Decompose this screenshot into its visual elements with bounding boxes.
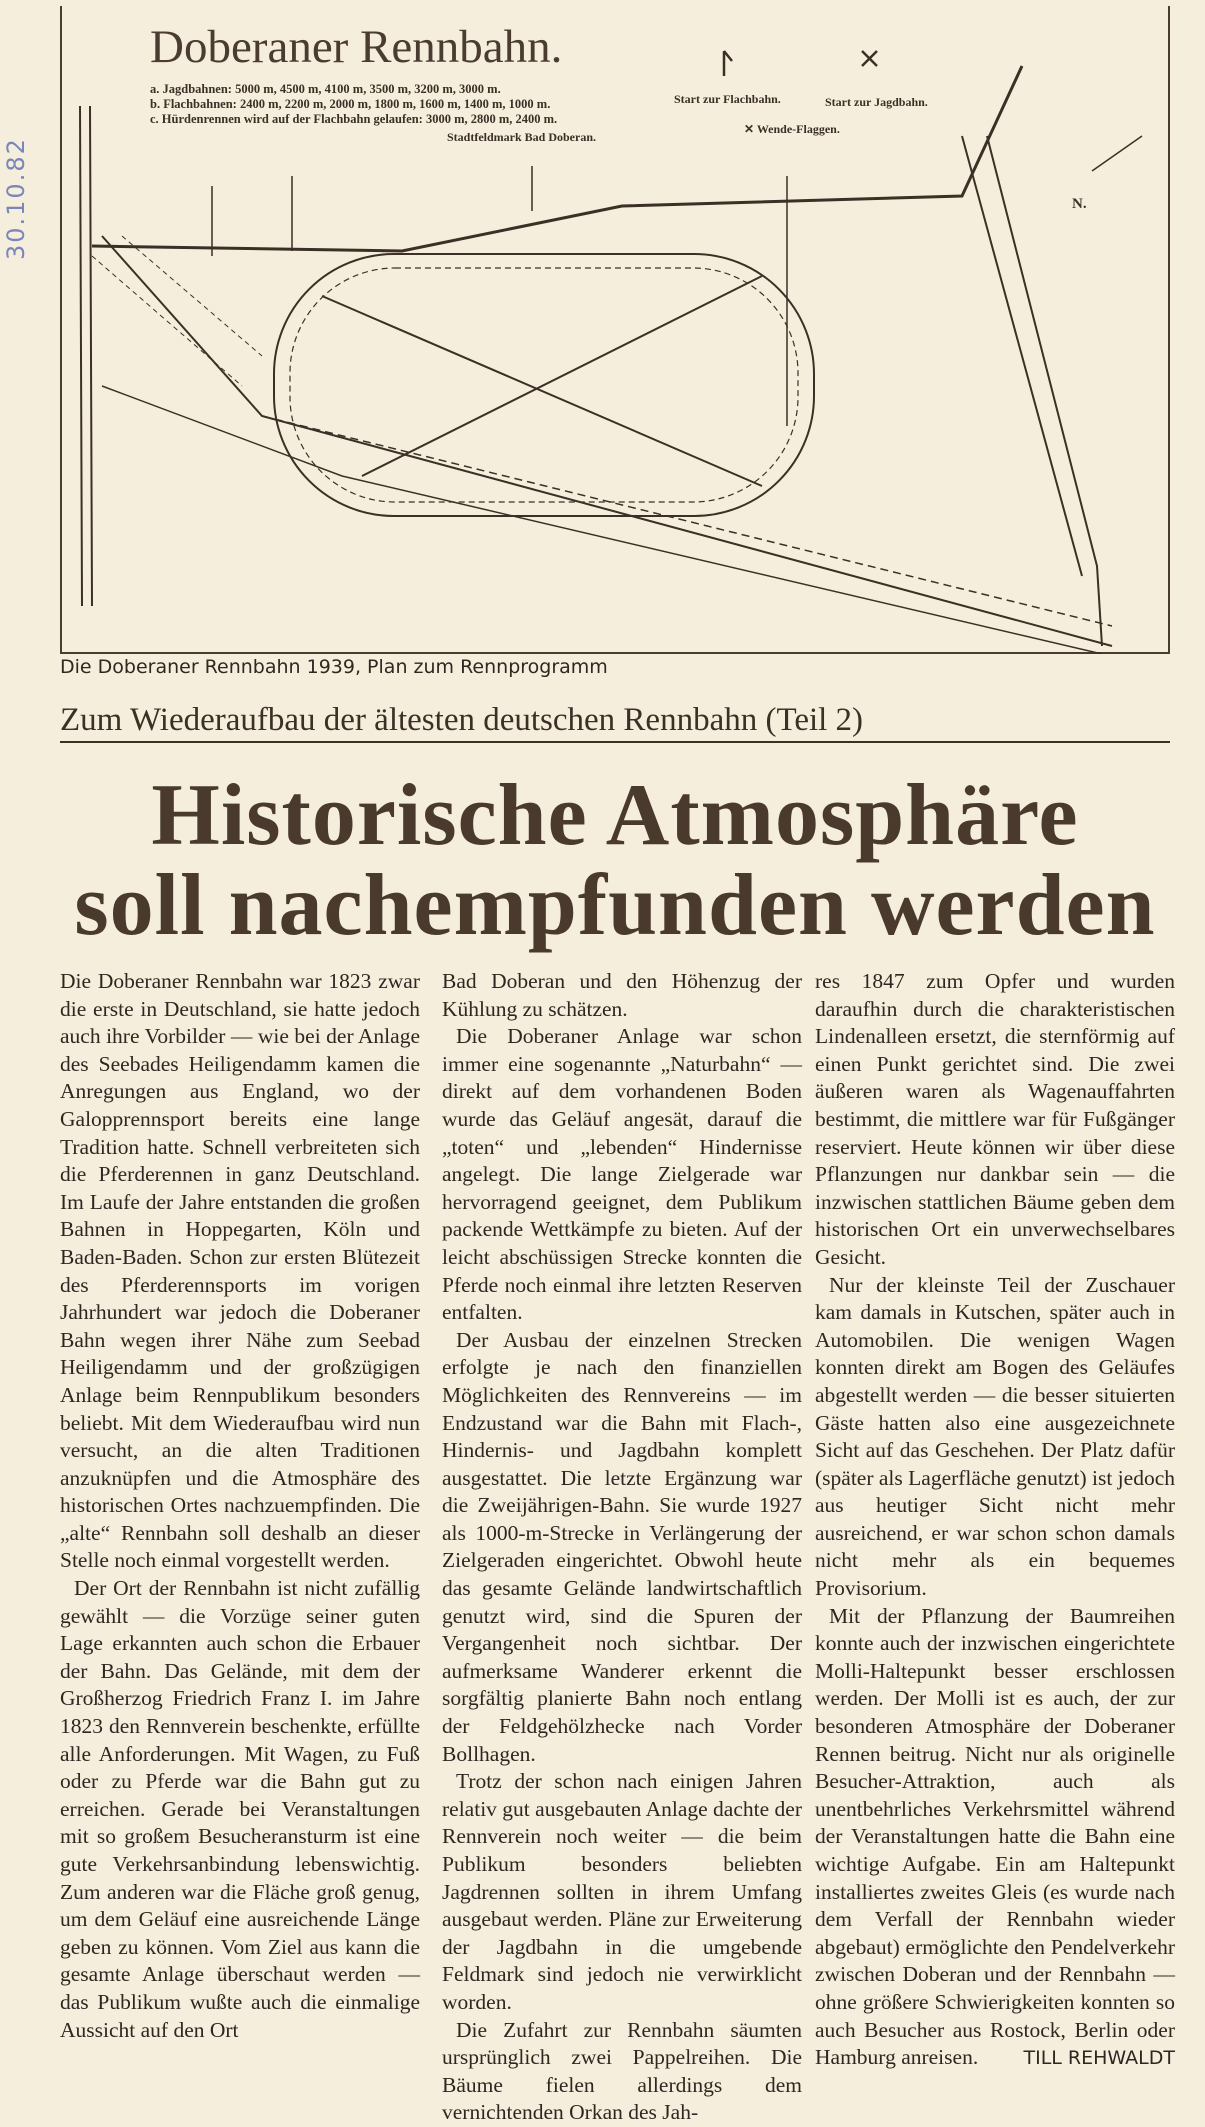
- paragraph: Bad Doberan und den Höhenzug der Kühlung zu schätzen.: [442, 969, 802, 1021]
- paragraph: Nur der kleinste Teil der Zuschauer kam damals in Kutschen, später auch in Automobilen. Die wenigen Wagen konnten direkt am Bogen des Geläufes abgestellt werden — die besser situierten Gäste hatten also eine ausgezeichnete Sicht auf das Geschehen. Der Platz dafür (später als Lagerfläche genutzt) ist jedoch aus heutiger Sicht nicht mehr ausreichend, er war schon schon damals nicht mehr als ein bequemes Provisorium.: [815, 1272, 1175, 1601]
- start-hunt-label: Start zur Jagdbahn.: [825, 95, 928, 109]
- paragraph: Die Zufahrt zur Rennbahn säumten ursprünglich zwei Pappelreihen. Die Bäume fielen allerdings dem vernichtenden Orkan des Jah-: [442, 2017, 802, 2125]
- legend-hurdle-races: c. Hürdenrennen wird auf der Flachbahn gelaufen: 3000 m, 2800 m, 2400 m.: [150, 112, 558, 126]
- start-flat-label: Start zur Flachbahn.: [674, 92, 781, 106]
- paragraph: Die Doberaner Anlage war schon immer eine sogenannte „Naturbahn“ — direkt auf dem vorhandenen Boden wurde das Geläuf angesät, darauf die „toten“ und „lebenden“ Hindernisse angelegt. Die lange Zielgerade war hervorragend geeignet, dem Publikum packende Wettkämpfe zu bieten. Auf der leicht abschüssigen Strecke konnten die Pferde noch einmal ihre letzten Reserven entfalten.: [442, 1024, 802, 1325]
- map-title: Doberaner Rennbahn.: [150, 21, 563, 73]
- cross-icon: ✕: [744, 122, 757, 136]
- paragraph: Der Ort der Rennbahn ist nicht zufällig gewählt — die Vorzüge seiner guten Lage erkannten auch schon die Erbauer der Bahn. Das Gelände, mit dem der Großherzog Friedrich Franz I. im Jahre 1823 den Rennverein beschenkte, erfüllte alle Anforderungen. Mit Wagen, zu Fuß oder zu Pferde war die Bahn gut zu erreichen. Gerade bei Veranstaltungen mit so großem Besucheransturm ist eine gute Verkehrsanbindung lebenswichtig. Zum anderen war die Fläche groß genug, um dem Geläuf eine ausreichende Länge geben zu können. Vom Ziel aus kann die gesamte Anlage überschaut werden — das Publikum wußte auch die einmalige Aussicht auf den Ort: [60, 1576, 420, 2042]
- paragraph: Der Ausbau der einzelnen Strecken erfolgte je nach den finanziellen Möglichkeiten des Rennvereins — im Endzustand war die Bahn mit Flach-, Hindernis- und Jagdbahn komplett ausgestattet. Die letzte Ergänzung war die Zweijährigen-Bahn. Sie wurde 1927 als 1000-m-Strecke in Verlängerung der Zielgeraden eingerichtet. Obwohl heute das gesamte Gelände landwirtschaftlich genutzt wird, sind die Spuren der Vergangenheit noch sichtbar. Der aufmerksame Wanderer erkennt die sorgfältig planierte Bahn noch entlang der Feldgehölzhecke nach Vorder Bollhagen.: [442, 1327, 802, 1766]
- handwritten-date: 30.10.82: [2, 137, 30, 260]
- area-label: Stadtfeldmark Bad Doberan.: [447, 130, 597, 144]
- article-column-3: [815, 968, 1175, 2072]
- racetrack-map: [60, 6, 1170, 654]
- turn-flags-label: Wende-Flaggen.: [756, 122, 840, 136]
- legend-flat-tracks: b. Flachbahnen: 2400 m, 2200 m, 2000 m, 1800 m, 1600 m, 1400 m, 1000 m.: [150, 97, 551, 111]
- article-subtitle: [60, 702, 1170, 743]
- north-label: N.: [1072, 196, 1087, 212]
- legend-hunt-tracks: a. Jagdbahnen: 5000 m, 4500 m, 4100 m, 3500 m, 3200 m, 3000 m.: [150, 82, 501, 96]
- map-caption: Die Doberaner Rennbahn 1939, Plan zum Rennprogramm: [60, 656, 608, 678]
- headline-line-1: Historische Atmosphäre: [151, 767, 1079, 864]
- paragraph: Trotz der schon nach einigen Jahren relativ gut ausgebauten Anlage dachte der Rennverein noch weiter — die beim Publikum besonders beliebten Jagdrennen sollten in ihrem Umfang ausgebaut werden. Pläne zur Erweiterung der Jagdbahn in die umgebende Feldmark sind jedoch nie verwirklicht worden.: [442, 1769, 802, 2014]
- headline-line-2: soll nachempfunden werden: [74, 857, 1156, 954]
- paragraph: Mit der Pflanzung der Baumreihen konnte auch der inzwischen eingerichtete Molli-Haltepunkt besser erschlossen werden. Der Molli ist es auch, der zur besonderen Atmosphäre der Doberaner Rennen beitrug. Nicht nur als originelle Besucher-Attraktion, auch als unentbehrliches Verkehrsmittel während der Veranstaltungen hatte die Bahn eine wichtige Aufgabe. Ein am Haltepunkt installiertes zweites Gleis (es wurde nach dem Verfall der Rennbahn wieder abgebaut) ermöglichte den Pendelverkehr zwischen Doberan und der Rennbahn — ohne größere Schwierigkeiten konnten so auch Besucher aus Rostock, Berlin oder Hamburg anreisen.: [815, 1603, 1175, 2070]
- turn-flags-legend: [744, 122, 840, 137]
- map-legend: [150, 82, 557, 127]
- article-column-1: [60, 968, 420, 2044]
- author-byline: TILL REHWALDT: [1023, 2046, 1175, 2069]
- paragraph: res 1847 zum Opfer und wurden daraufhin durch die charakteristischen Lindenalleen ersetzt, die sternförmig auf einen Punkt gerichtet sind. Die zwei äußeren waren als Wagenauffahrten bestimmt, die mittlere war für Fußgänger reserviert. Heute können wir über diese Pflanzungen nur dankbar sein — die inzwischen stattlichen Bäume geben dem historischen Ort ein unverwechselbares Gesicht.: [815, 969, 1175, 1269]
- subtitle-text: Zum Wiederaufbau der ältesten deutschen Rennbahn (Teil 2): [60, 702, 864, 738]
- paragraph: Die Doberaner Rennbahn war 1823 zwar die erste in Deutschland, sie hatte jedoch auch ihre Vorbilder — wie bei der Anlage des Seebades Heiligendamm kamen die Anregungen aus England, wo der Galopprennsport bereits eine lange Tradition hatte. Schnell verbreiteten sich die Pferderennen in ganz Deutschland. Im Laufe der Jahre entstanden die großen Bahnen in Hoppegarten, Köln und Baden-Baden. Schon zur ersten Blütezeit des Pferderennsports im vorigen Jahrhundert war jedoch die Doberaner Bahn wegen ihrer Nähe zum Seebad Heiligendamm und der großzügigen Anlage beim Rennpublikum besonders beliebt. Mit dem Wiederaufbau wird nun versucht, an die alten Traditionen anzuknüpfen und die Atmosphäre des historischen Ortes nachzuempfinden. Die „alte“ Rennbahn soll deshalb an dieser Stelle noch einmal vorgestellt werden.: [60, 969, 420, 1573]
- article-column-2: [442, 968, 802, 2127]
